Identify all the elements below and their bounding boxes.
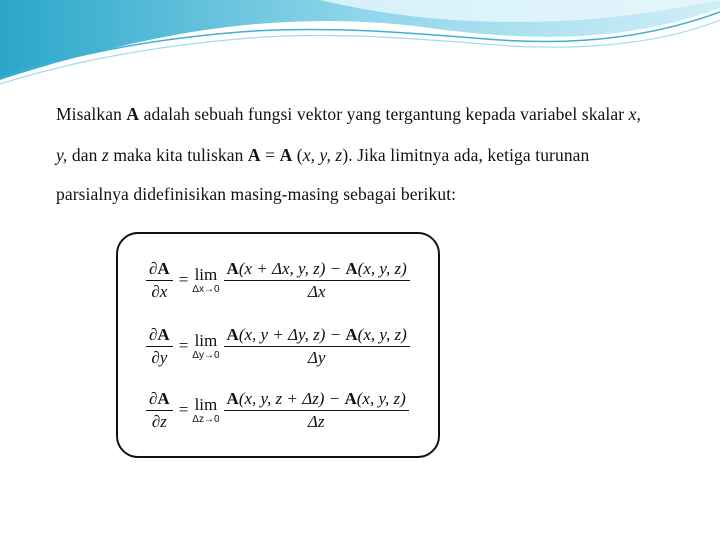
- formula-row-z: [146, 382, 409, 438]
- variable-symbol: x,: [628, 104, 641, 124]
- vector-symbol: A: [226, 324, 239, 344]
- limit-operator: [192, 332, 219, 361]
- equals-sign: =: [178, 270, 189, 289]
- header-wave-decoration: [0, 0, 720, 90]
- equals-sign: =: [178, 336, 189, 355]
- expression: (x, y + Δy, z) −: [238, 324, 346, 344]
- vector-symbol: A: [279, 145, 293, 165]
- vector-symbol: A: [345, 324, 358, 344]
- variable-symbol: z: [101, 145, 109, 165]
- rhs-numerator: [224, 259, 410, 281]
- lhs-fraction: [146, 259, 173, 302]
- rhs-denominator: Δx: [307, 281, 326, 301]
- lhs-denominator: ∂z: [151, 411, 167, 431]
- formula-row-y: [146, 318, 410, 374]
- vector-symbol: A: [247, 145, 261, 165]
- vector-symbol: A: [126, 104, 140, 124]
- text-segment: maka kita tuliskan: [108, 145, 248, 165]
- rhs-fraction: [224, 259, 410, 302]
- text-segment: Misalkan: [56, 104, 127, 124]
- limit-word: lim: [194, 264, 218, 284]
- text-segment: adalah sebuah fungsi vektor yang tergantung kepada variabel skalar: [139, 104, 629, 124]
- limit-word: lim: [194, 394, 218, 414]
- expression: (x, y, z + Δz) −: [238, 388, 345, 408]
- variable-list: x, y, z: [302, 145, 343, 165]
- expression: (x + Δx, y, z) −: [238, 258, 346, 278]
- text-segment: dan: [67, 145, 102, 165]
- text-segment: ). Jika limitnya ada, ketiga turunan: [342, 145, 590, 165]
- lhs-numerator: ∂A: [146, 259, 173, 281]
- formula-box: [116, 232, 440, 458]
- text-segment: =: [260, 145, 280, 165]
- text-segment: (: [292, 145, 303, 165]
- expression: (x, y, z): [356, 388, 406, 408]
- vector-symbol: A: [226, 258, 239, 278]
- paragraph-line-2: [56, 145, 656, 166]
- vector-symbol: A: [226, 388, 239, 408]
- vector-symbol: A: [344, 388, 357, 408]
- limit-operator: [192, 396, 219, 425]
- limit-subscript: Δz→0: [192, 413, 220, 425]
- lhs-numerator: ∂A: [146, 389, 173, 411]
- paragraph-line-3: parsialnya didefinisikan masing-masing sebagai berikut:: [56, 184, 457, 204]
- rhs-fraction: [224, 325, 410, 368]
- rhs-denominator: Δz: [307, 411, 325, 431]
- lhs-denominator: ∂y: [151, 347, 168, 367]
- rhs-denominator: Δy: [307, 347, 326, 367]
- expression: (x, y, z): [357, 258, 407, 278]
- equals-sign: =: [178, 400, 189, 419]
- paragraph-line-1: [56, 104, 656, 125]
- rhs-numerator: [224, 389, 409, 411]
- limit-subscript: Δy→0: [192, 349, 220, 361]
- formula-row-x: [146, 252, 410, 308]
- lhs-numerator: ∂A: [146, 325, 173, 347]
- variable-symbol: y,: [56, 145, 68, 165]
- rhs-numerator: [224, 325, 410, 347]
- vector-symbol: A: [345, 258, 358, 278]
- expression: (x, y, z): [357, 324, 407, 344]
- lhs-fraction: [146, 389, 173, 432]
- limit-operator: [192, 266, 219, 295]
- rhs-fraction: [224, 389, 409, 432]
- lhs-denominator: ∂x: [151, 281, 168, 301]
- lhs-fraction: [146, 325, 173, 368]
- limit-subscript: Δx→0: [192, 283, 220, 295]
- limit-word: lim: [194, 330, 218, 350]
